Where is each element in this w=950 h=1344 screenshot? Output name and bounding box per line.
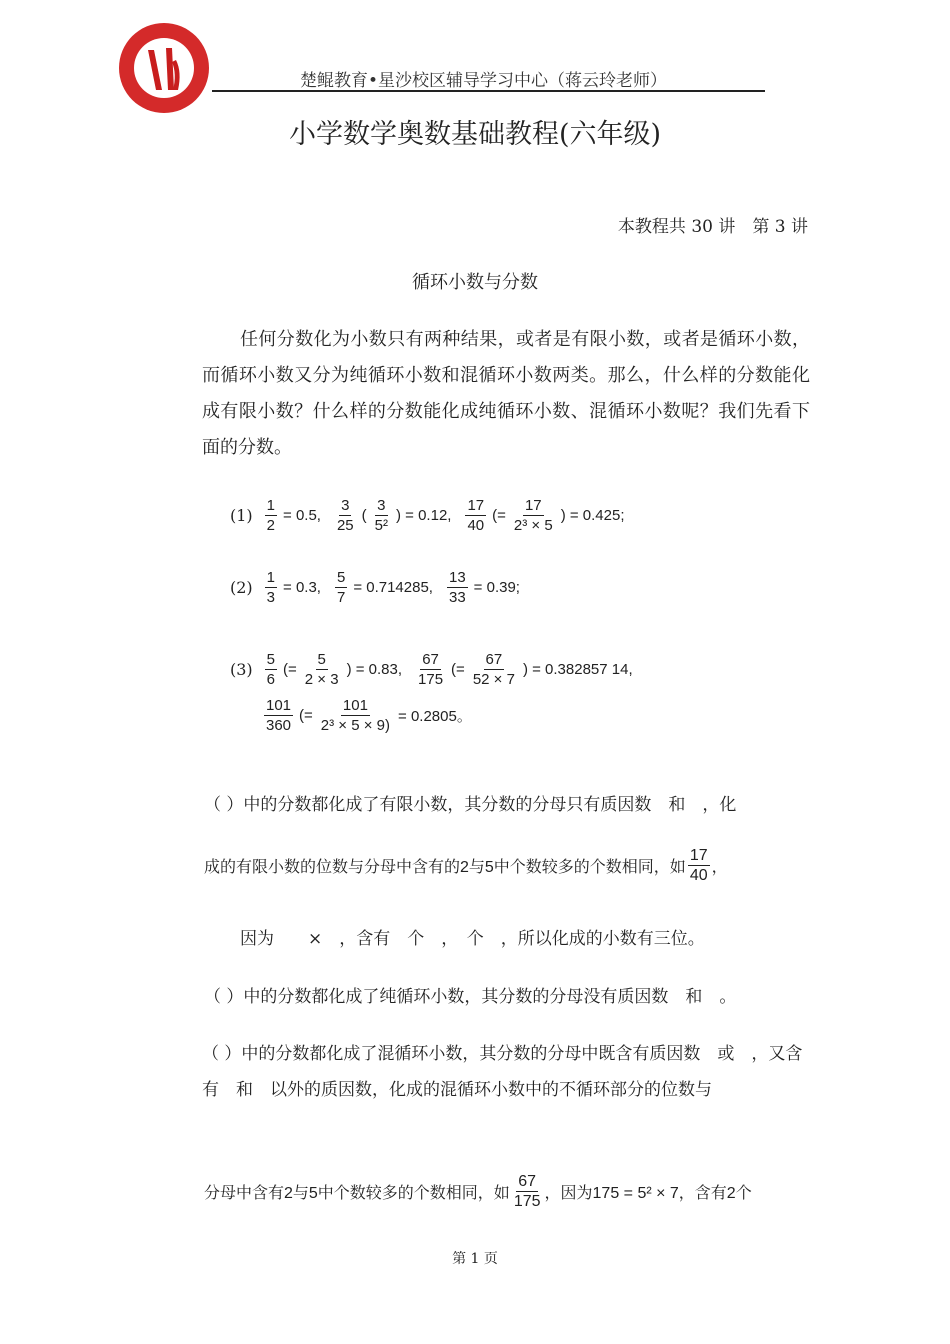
course-info: 本教程共 30 讲 第 3 讲 (617, 217, 808, 237)
fraction: $\frac{67}{175}$ (418, 651, 444, 688)
intro-paragraph: 任何分数化为小数只有两种结果，或者是有限小数，或者是循环小数，而循环小数又分为纯循环小数和混循环小数两类。那么，什么样的分数能化成有限小数？什么样的分数能化成纯循环小数、混循环小数呢？我们先看下面的分数。 (202, 329, 810, 458)
result: ) = 0.382857 14, (522, 661, 633, 678)
example-label: (3) (230, 660, 253, 679)
result: = 0.39; (473, 579, 520, 596)
result: = 0.5, (283, 507, 321, 524)
statement-text: 分母中含有2与5中个数较多的个数相同，如 (204, 1185, 510, 1202)
page-number: 第 1 页 (452, 1251, 498, 1267)
result: ) = 0.12, (396, 507, 452, 524)
fraction: $\frac{3}{25}$ (336, 497, 354, 534)
paren: (= (492, 507, 506, 524)
example-group-2 (230, 568, 520, 607)
page-title: 小学数学奥数基础教程(六年级) (288, 119, 662, 150)
paren: (= (283, 661, 297, 678)
fraction: $\frac{5}{6}$ (266, 651, 276, 688)
paren: (= (299, 707, 313, 724)
result: ) = 0.83, (346, 661, 403, 678)
example-group-3-cont (262, 696, 472, 735)
result: = 0.3, (283, 579, 321, 596)
example-label: (1) (230, 506, 253, 525)
statement-text: 成的有限小数的位数与分母中含有的2与5中个数较多的个数相同，如 (204, 859, 686, 876)
result: ) = 0.425; (560, 507, 625, 524)
statement-text: ， (711, 859, 728, 876)
fraction: $\frac{5}{2 \times 3}$ (304, 651, 339, 688)
fraction: $\frac{1}{3}$ (266, 569, 276, 606)
statement-finite-digits (204, 846, 728, 885)
example-group-3 (230, 650, 633, 689)
lesson-title: 循环小数与分数 (412, 272, 538, 293)
fraction: $\frac{13}{33}$ (448, 569, 466, 606)
fraction: $\frac{101}{\text{2³ × 5 × 9)}}$ (320, 697, 391, 734)
fraction: $\frac{3}{\text{5²}}$ (374, 497, 388, 534)
result: = 0.2805。 (398, 708, 472, 725)
statement-mixed-repeating: （ ）中的分数都化成了混循环小数，其分数的分母中既含有质因数 或 ，又含有 和 以外的质因数，化成的混循环小数中的不循环部分的位数与 (202, 1044, 803, 1100)
paren: ( (361, 507, 367, 524)
fraction: $\frac{1}{2}$ (266, 497, 276, 534)
chukun-logo (116, 20, 212, 116)
fraction: $\frac{67}{52 \times 7}$ (472, 651, 515, 688)
example-label: (2) (230, 578, 253, 597)
result: = 0.714285, (353, 579, 433, 596)
header-org-line: 楚鲲教育•星沙校区辅导学习中心（蒋云玲老师） (300, 71, 668, 91)
example-group-1 (230, 496, 624, 535)
fraction: $\frac{5}{7}$ (336, 569, 346, 606)
fraction: $\frac{17}{\text{2³ × 5}}$ (513, 497, 553, 534)
fraction: $\frac{17}{40}$ (467, 497, 485, 534)
statement-finite: （ ）中的分数都化成了有限小数，其分数的分母只有质因数 和 ，化 (204, 795, 737, 815)
statement-mixed-digits (204, 1172, 752, 1211)
statement-because: 因为 × ，含有 个 ， 个 ，所以化成的小数有三位。 (240, 929, 705, 949)
fraction: $\frac{67}{175}$ (513, 1173, 541, 1210)
paren: (= (451, 661, 465, 678)
fraction: $\frac{17}{40}$ (689, 847, 708, 884)
statement-pure-repeating: （ ）中的分数都化成了纯循环小数，其分数的分母没有质因数 和 。 (204, 987, 737, 1007)
statement-text: ，因为175 = 5² × 7，含有2个 (544, 1185, 752, 1202)
header-divider (212, 90, 765, 92)
fraction: $\frac{101}{360}$ (266, 697, 292, 734)
